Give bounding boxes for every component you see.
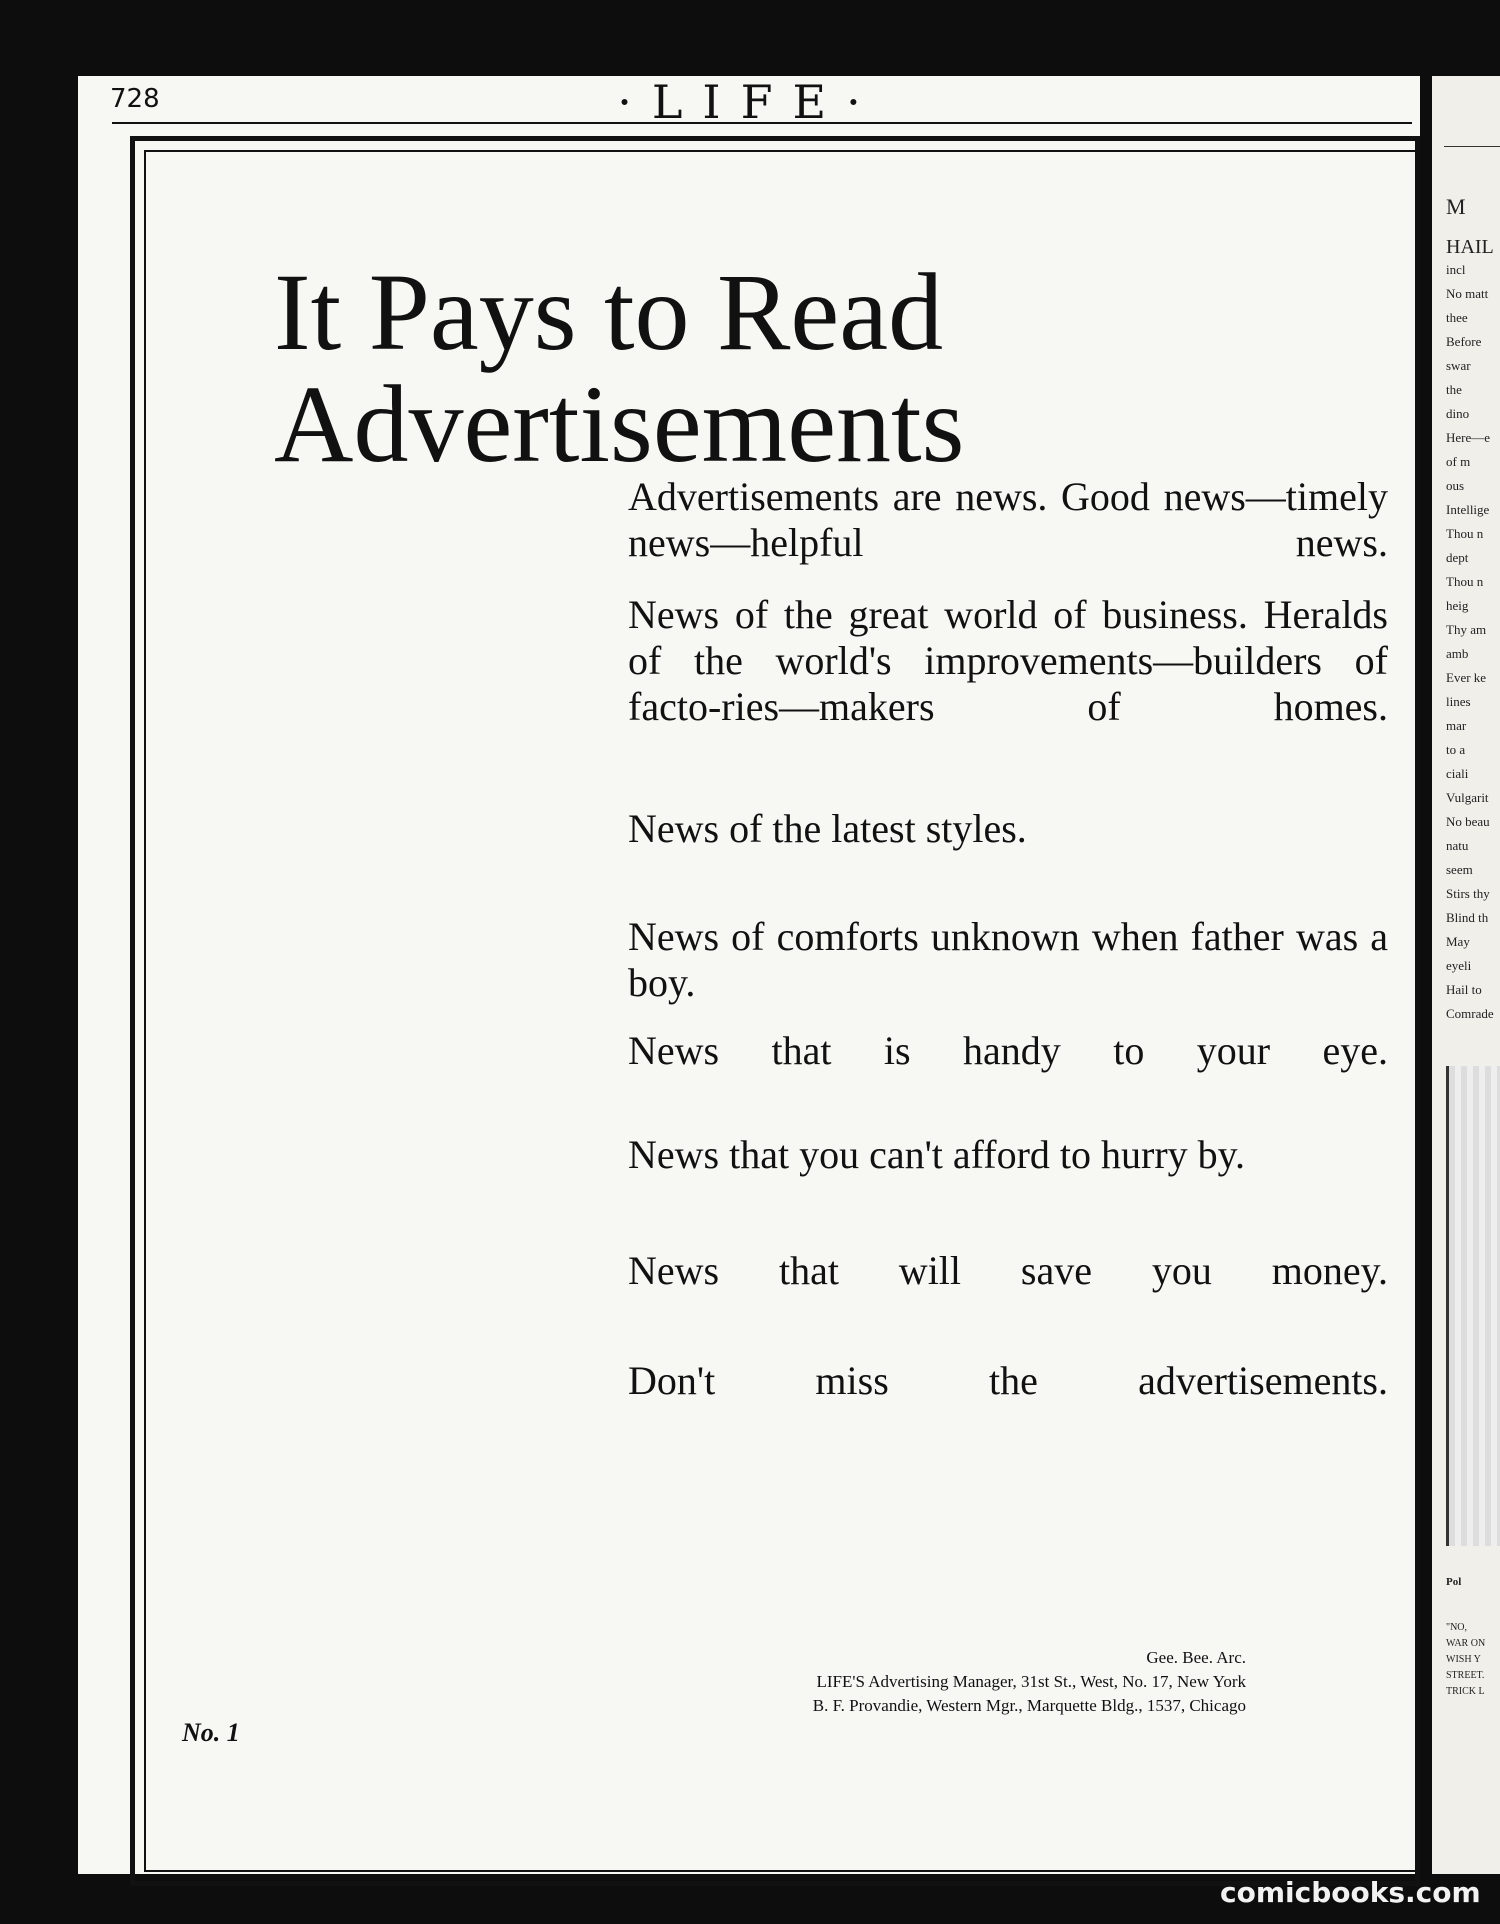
adjacent-page-rule xyxy=(1444,146,1500,147)
headline-line-2: Advertisements xyxy=(274,363,965,485)
adjacent-text-line: thee xyxy=(1446,310,1468,325)
ad-paragraph: News of the latest styles. xyxy=(628,806,1027,851)
adjacent-text-line: Comrade xyxy=(1446,1006,1494,1021)
adjacent-text-line: Thou n xyxy=(1446,526,1484,541)
ad-headline xyxy=(274,251,1214,485)
adjacent-text-line: the xyxy=(1446,382,1462,397)
running-head: ·LIFE· xyxy=(617,75,881,129)
ad-paragraph: News that is handy to your eye. xyxy=(628,1028,1388,1073)
adjacent-text-line: eyeli xyxy=(1446,958,1472,973)
adjacent-text-line: Here—e xyxy=(1446,430,1491,445)
credit-line: Gee. Bee. Arc. xyxy=(1146,1648,1246,1667)
ad-paragraph: News of comforts unknown when father was a boy. xyxy=(628,914,1388,1005)
adjacent-text-line: Intellige xyxy=(1446,502,1490,517)
magazine-page xyxy=(78,76,1420,1874)
adjacent-text-line: dino xyxy=(1446,406,1470,421)
credit-line: B. F. Provandie, Western Mgr., Marquette Bldg., 1537, Chicago xyxy=(812,1696,1246,1715)
adjacent-text-line: to a xyxy=(1446,742,1466,757)
adjacent-text-line: Vulgarit xyxy=(1446,790,1489,805)
adjacent-text-line: ous xyxy=(1446,478,1465,493)
adjacent-text-line: Stirs thy xyxy=(1446,886,1490,901)
page-number: 728 xyxy=(110,84,160,114)
adjacent-text-line: Hail to xyxy=(1446,982,1482,997)
ad-paragraph: News of the great world of business. Heralds of the world's improvements—builders of facto-ries—makers of homes. xyxy=(628,592,1388,729)
adjacent-caption-line: "NO, xyxy=(1446,1622,1468,1633)
ad-paragraph: News that you can't afford to hurry by. xyxy=(628,1132,1246,1177)
headline-line-1: It Pays to Read xyxy=(274,251,944,373)
adjacent-text-line: Before xyxy=(1446,334,1482,349)
adjacent-caption-line: TRICK L xyxy=(1446,1686,1485,1697)
adjacent-text-line: lines xyxy=(1446,694,1471,709)
adjacent-text-line: Ever ke xyxy=(1446,670,1487,685)
site-watermark: comicbooks.com xyxy=(1220,1876,1481,1909)
adjacent-text-line: seem xyxy=(1446,862,1473,877)
adjacent-text-line: Thou n xyxy=(1446,574,1484,589)
adjacent-text-line: of m xyxy=(1446,454,1471,469)
adjacent-caption: Pol xyxy=(1446,1576,1462,1588)
adjacent-text-line: dept xyxy=(1446,550,1469,565)
adjacent-illustration xyxy=(1446,1066,1500,1546)
issue-number: No. 1 xyxy=(182,1718,240,1747)
adjacent-caption-line: WISH Y xyxy=(1446,1654,1481,1665)
ad-credits xyxy=(78,1646,1246,1718)
adjacent-text-line: heig xyxy=(1446,598,1469,613)
ad-paragraph: Advertisements are news. Good news—timely news—helpful news. xyxy=(628,474,1388,565)
credit-line: LIFE'S Advertising Manager, 31st St., West, No. 17, New York xyxy=(816,1672,1246,1691)
adjacent-text-line: Blind th xyxy=(1446,910,1489,925)
adjacent-text-line: ciali xyxy=(1446,766,1469,781)
adjacent-text-line: Thy am xyxy=(1446,622,1487,637)
adjacent-text-line: incl xyxy=(1446,262,1466,277)
adjacent-text-line: No matt xyxy=(1446,286,1489,301)
adjacent-text-line: No beau xyxy=(1446,814,1490,829)
header-rule xyxy=(112,122,1412,124)
adjacent-text-line: mar xyxy=(1446,718,1467,733)
adjacent-text-line: swar xyxy=(1446,358,1471,373)
adjacent-text-line: May xyxy=(1446,934,1470,949)
adjacent-text-line: natu xyxy=(1446,838,1469,853)
ad-paragraph: Don't miss the advertisements. xyxy=(628,1358,1388,1403)
adjacent-page-strip xyxy=(1432,76,1500,1874)
adjacent-caption-line: STREET. xyxy=(1446,1670,1485,1681)
adjacent-text-line: HAIL xyxy=(1446,236,1494,258)
ad-paragraph: News that will save you money. xyxy=(628,1248,1388,1293)
adjacent-text-line: amb xyxy=(1446,646,1469,661)
adjacent-text-line: M xyxy=(1446,194,1466,219)
adjacent-caption-line: WAR ON xyxy=(1446,1638,1486,1649)
